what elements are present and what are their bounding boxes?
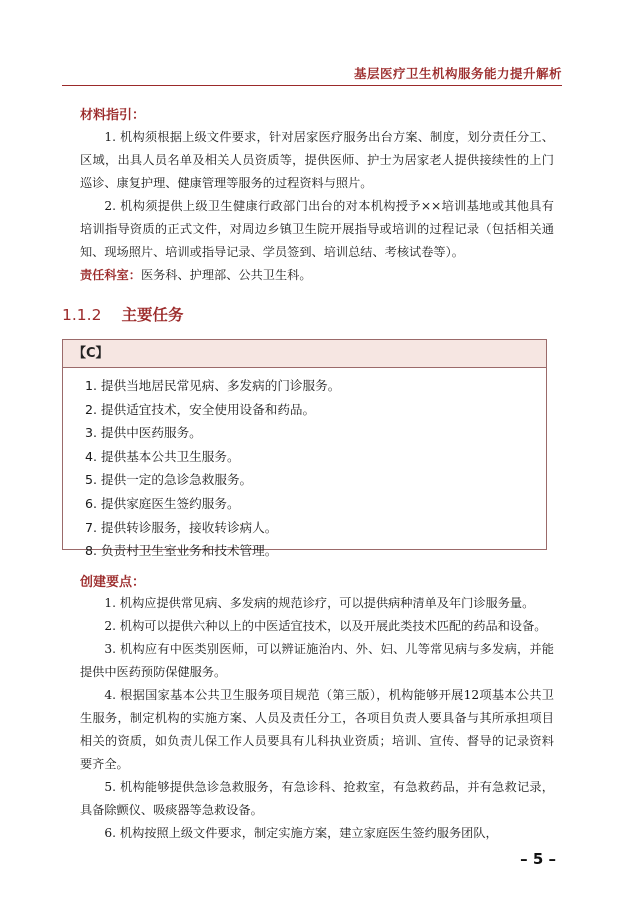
- responsible-dept-value: 医务科、护理部、公共卫生科。: [140, 268, 312, 282]
- list-item: 6. 提供家庭医生签约服务。: [85, 495, 240, 511]
- section-title: [62, 303, 183, 325]
- list-item: 3. 提供中医药服务。: [85, 425, 202, 441]
- list-item: 4. 提供基本公共卫生服务。: [85, 448, 240, 464]
- responsible-dept: [80, 264, 554, 287]
- key-point-4: 4. 根据国家基本公共卫生服务项目规范（第三版），机构能够开展12项基本公共卫生服务，制定机构的实施方案、人员及责任分工，各项目负责人要具备与其所承担项目相关的资质，如负责儿保工作人员要具有儿科执业资质；培训、宣传、督导的记录资料要齐全。: [80, 688, 554, 771]
- page-number: – 5 –: [520, 850, 556, 868]
- list-item: 1. 提供当地居民常见病、多发病的门诊服务。: [85, 378, 341, 393]
- key-points-heading: 创建要点：: [80, 575, 146, 590]
- materials-item-2: 2. 机构须提供上级卫生健康行政部门出台的对本机构授予××培训基地或其他具有培训指导资质的正式文件，对周边乡镇卫生院开展指导或培训的过程记录（包括相关通知、现场照片、培训或指导记录、学员签到、培训总结、考核试卷等）。: [80, 199, 554, 259]
- key-point-6: 6. 机构按照上级文件要求，制定实施方案，建立家庭医生签约服务团队，: [104, 826, 498, 840]
- materials-section: [80, 104, 554, 287]
- list-item: 2. 提供适宜技术，安全使用设备和药品。: [85, 401, 316, 417]
- materials-item-1: 1. 机构须根据上级文件要求，针对居家医疗服务出台方案、制度，划分责任分工、区域，出具人员名单及相关人员资质等，提供医师、护士为居家老人提供接续性的上门巡诊、康复护理、健康管理等服务的过程资料与照片。: [80, 130, 554, 190]
- materials-heading: 材料指引：: [80, 108, 146, 123]
- section-name: 主要任务: [121, 306, 184, 324]
- responsible-dept-label: 责任科室：: [80, 268, 141, 282]
- key-points-section: [80, 571, 554, 845]
- section-number: 1.1.2: [62, 306, 102, 324]
- c-requirements-box: [62, 339, 547, 559]
- list-item: 5. 提供一定的急诊急救服务。: [85, 472, 253, 488]
- key-point-1: 1. 机构应提供常见病、多发病的规范诊疗，可以提供病种清单及年门诊服务量。: [104, 596, 535, 610]
- key-point-3: 3. 机构应有中医类别医师，可以辨证施治内、外、妇、儿等常见病与多发病，并能提供中医药预防保健服务。: [80, 642, 554, 679]
- key-point-2: 2. 机构可以提供六种以上的中医适宜技术，以及开展此类技术匹配的药品和设备。: [104, 619, 547, 633]
- list-item: 7. 提供转诊服务，接收转诊病人。: [85, 519, 278, 535]
- header-rule: [62, 85, 562, 86]
- key-point-5: 5. 机构能够提供急诊急救服务，有急诊科、抢救室，有急救药品，并有急救记录，具备除颤仪、吸痰器等急救设备。: [80, 780, 554, 817]
- list-item: 8. 负责村卫生室业务和技术管理。: [85, 543, 278, 559]
- c-requirements-list: [63, 368, 546, 563]
- running-header-title: 基层医疗卫生机构服务能力提升解析: [353, 66, 562, 81]
- c-requirements-label: 【C】: [63, 340, 546, 368]
